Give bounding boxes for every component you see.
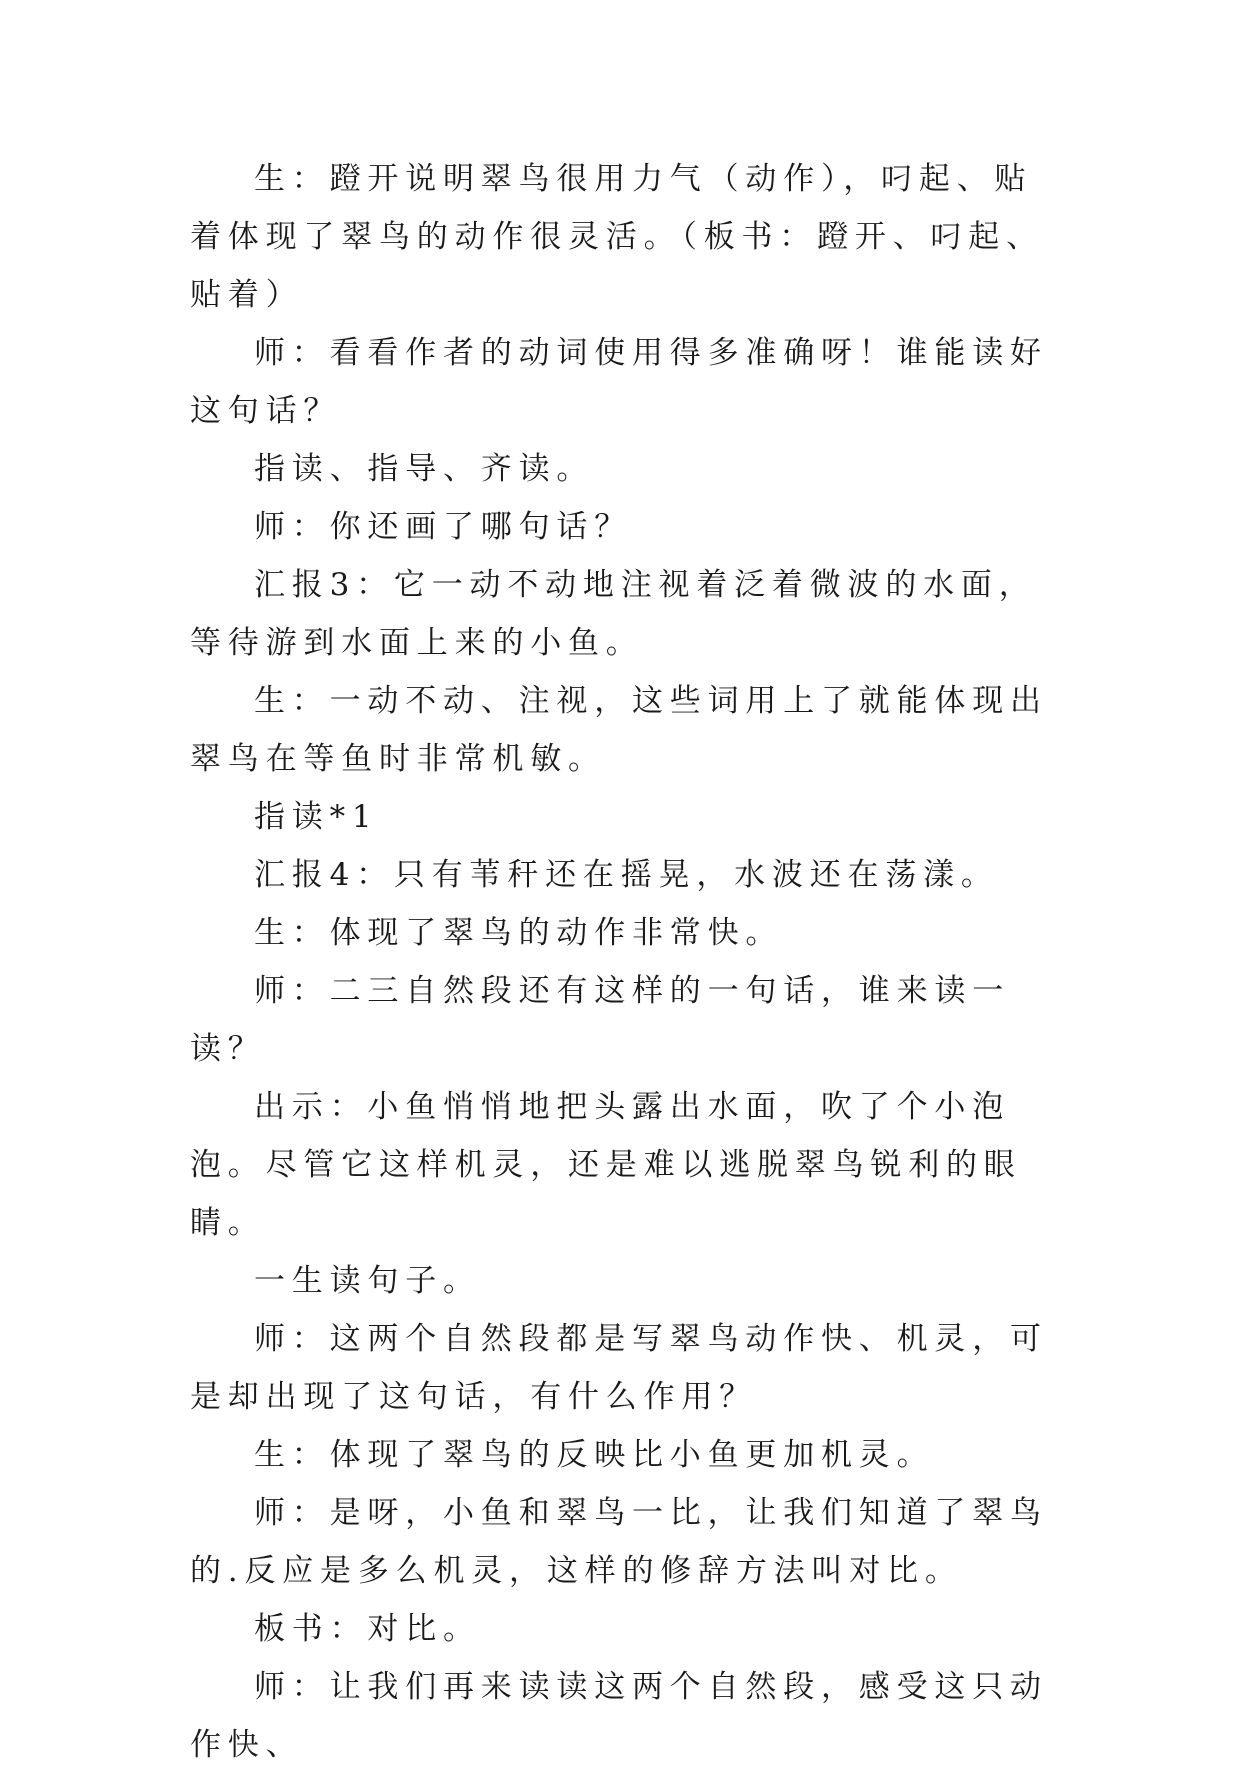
- paragraph: 出示：小鱼悄悄地把头露出水面，吹了个小泡泡。尽管它这样机灵，还是难以逃脱翠鸟锐利的眼睛。: [190, 1089, 1022, 1241]
- paragraph: 生：体现了翠鸟的动作非常快。: [254, 915, 784, 951]
- paragraph: 汇报3：它一动不动地注视着泛着微波的水面，等待游到水面上来的小鱼。: [190, 567, 1037, 661]
- paragraph: 师：这两个自然段都是写翠鸟动作快、机灵，可是却出现了这句话，有什么作用？: [190, 1321, 1048, 1415]
- paragraph: 指读、指导、齐读。: [254, 451, 595, 487]
- paragraph: 师：看看作者的动词使用得多准确呀！谁能读好这句话？: [190, 335, 1048, 429]
- paragraph: 师：二三自然段还有这样的一句话，谁来读一读？: [190, 973, 1010, 1067]
- paragraph: 师：是呀，小鱼和翠鸟一比，让我们知道了翠鸟的.反应是多么机灵，这样的修辞方法叫对比。: [190, 1495, 1048, 1589]
- paragraph: 师：让我们再来读读这两个自然段，感受这只动作快、: [190, 1669, 1048, 1763]
- paragraph: 生：体现了翠鸟的反映比小鱼更加机灵。: [254, 1437, 935, 1473]
- paragraph: 指读*1: [254, 799, 379, 835]
- document-body: [190, 150, 1070, 1774]
- paragraph: 师：你还画了哪句话？: [254, 509, 632, 545]
- paragraph: 生：蹬开说明翠鸟很用力气（动作），叼起、贴着体现了翠鸟的动作很灵活。（板书：蹬开、叼起、贴着）: [190, 161, 1044, 313]
- paragraph: 汇报4：只有苇秆还在摇晃，水波还在荡漾。: [254, 857, 999, 893]
- paragraph: 生：一动不动、注视，这些词用上了就能体现出翠鸟在等鱼时非常机敏。: [190, 683, 1048, 777]
- paragraph: 一生读句子。: [254, 1263, 481, 1299]
- paragraph: 板书：对比。: [254, 1611, 481, 1647]
